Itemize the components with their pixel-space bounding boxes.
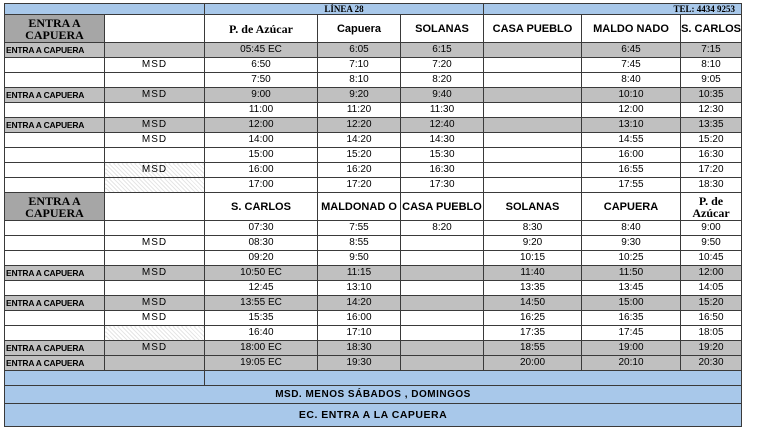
entra-note [5,73,105,88]
table-row [5,58,742,73]
msd-marker: MSD [105,296,205,311]
time-cell: 12:00 [681,266,742,281]
spacer-row [5,371,742,386]
msd-marker: MSD [105,341,205,356]
time-cell: 9:20 [484,236,582,251]
table-row [5,73,742,88]
table-row [5,296,742,311]
time-cell: 9:00 [205,88,318,103]
time-cell: 20:30 [681,356,742,371]
msd-marker [105,281,205,296]
entra-note [5,281,105,296]
time-cell: 07:30 [205,221,318,236]
time-cell: 15:00 [582,296,681,311]
msd-marker [105,73,205,88]
msd-marker [105,148,205,163]
time-cell: 15:20 [681,296,742,311]
time-cell: 18:30 [318,341,401,356]
time-cell: 08:30 [205,236,318,251]
time-cell: 12:00 [205,118,318,133]
column-header: CASA PUEBLO [401,193,484,221]
entra-note [5,251,105,266]
time-cell: 12:30 [681,103,742,118]
time-cell: 8:20 [401,73,484,88]
time-cell [401,341,484,356]
time-cell: 19:30 [318,356,401,371]
entra-note [5,103,105,118]
time-cell: 11:15 [318,266,401,281]
table-row [5,103,742,118]
table-row [5,88,742,103]
time-cell: 7:55 [318,221,401,236]
time-cell: 15:20 [681,133,742,148]
time-cell: 16:25 [484,311,582,326]
column-header: SOLANAS [484,193,582,221]
time-cell: 12:00 [582,103,681,118]
time-cell: 16:00 [205,163,318,178]
entra-note [5,58,105,73]
time-cell: 13:10 [318,281,401,296]
entra-note [5,133,105,148]
time-cell: 7:45 [582,58,681,73]
entra-note [5,163,105,178]
time-cell: 11:50 [582,266,681,281]
time-cell: 16:00 [582,148,681,163]
time-cell: 18:05 [681,326,742,341]
time-cell: 15:20 [318,148,401,163]
time-cell: 9:05 [681,73,742,88]
time-cell: 17:35 [484,326,582,341]
time-cell: 16:30 [401,163,484,178]
time-cell: 8:30 [484,221,582,236]
table-row [5,236,742,251]
column-header: CASA PUEBLO [484,15,582,43]
time-cell: 10:50 EC [205,266,318,281]
table-row [5,133,742,148]
msd-marker [105,178,205,193]
time-cell: 17:20 [318,178,401,193]
blank-header [105,193,205,221]
msd-marker: MSD [105,133,205,148]
time-cell [484,133,582,148]
time-cell: 8:55 [318,236,401,251]
time-cell: 20:10 [582,356,681,371]
time-cell: 8:20 [401,221,484,236]
msd-marker: MSD [105,58,205,73]
entra-note [5,236,105,251]
entra-note: ENTRA A CAPUERA [5,356,105,371]
time-cell: 14:50 [484,296,582,311]
entra-note [5,148,105,163]
time-cell: 9:00 [681,221,742,236]
table-row [5,118,742,133]
time-cell [484,118,582,133]
time-cell: 11:40 [484,266,582,281]
msd-marker: MSD [105,163,205,178]
time-cell: 15:00 [205,148,318,163]
msd-marker [105,326,205,341]
time-cell: 17:20 [681,163,742,178]
time-cell: 15:30 [401,148,484,163]
time-cell: 13:35 [681,118,742,133]
time-cell: 10:15 [484,251,582,266]
time-cell [401,311,484,326]
time-cell: 12:20 [318,118,401,133]
time-cell: 14:20 [318,296,401,311]
time-cell: 7:20 [401,58,484,73]
column-header: SOLANAS [401,15,484,43]
time-cell: 18:55 [484,341,582,356]
time-cell: 11:00 [205,103,318,118]
time-cell: 16:30 [681,148,742,163]
entra-note: ENTRA A CAPUERA [5,341,105,356]
time-cell: 10:35 [681,88,742,103]
time-cell: 16:00 [318,311,401,326]
time-cell: 12:45 [205,281,318,296]
time-cell: 19:00 [582,341,681,356]
column-header: P. de Azúcar [205,15,318,43]
time-cell [401,266,484,281]
time-cell [484,163,582,178]
time-cell: 8:10 [318,73,401,88]
time-cell: 20:00 [484,356,582,371]
entra-note [5,178,105,193]
time-cell: 16:40 [205,326,318,341]
time-cell: 17:10 [318,326,401,341]
column-header: MALDONAD O [318,193,401,221]
time-cell: 7:50 [205,73,318,88]
entra-note [5,221,105,236]
time-cell [484,43,582,58]
table-row [5,356,742,371]
time-cell: 15:35 [205,311,318,326]
time-cell [401,296,484,311]
time-cell: 6:50 [205,58,318,73]
time-cell: 10:45 [681,251,742,266]
msd-marker: MSD [105,118,205,133]
entra-note: ENTRA A CAPUERA [5,266,105,281]
time-cell [401,236,484,251]
entra-header: ENTRA A CAPUERA [5,193,105,221]
msd-marker: MSD [105,236,205,251]
table-row [5,178,742,193]
time-cell: 16:55 [582,163,681,178]
time-cell: 6:05 [318,43,401,58]
entra-header: ENTRA A CAPUERA [5,15,105,43]
column-header: Capuera [318,15,401,43]
table-row [5,311,742,326]
table-row [5,341,742,356]
table-row [5,43,742,58]
time-cell: 13:55 EC [205,296,318,311]
time-cell: 6:15 [401,43,484,58]
time-cell: 14:55 [582,133,681,148]
column-header: P. de Azúcar [681,193,742,221]
time-cell: 6:45 [582,43,681,58]
column-header: CAPUERA [582,193,681,221]
time-cell: 18:00 EC [205,341,318,356]
time-cell: 13:35 [484,281,582,296]
time-cell: 12:40 [401,118,484,133]
time-cell: 17:00 [205,178,318,193]
time-cell: 14:20 [318,133,401,148]
inbound-header-row [5,193,742,221]
time-cell [484,103,582,118]
time-cell: 17:45 [582,326,681,341]
time-cell: 7:10 [318,58,401,73]
time-cell: 17:55 [582,178,681,193]
time-cell: 19:20 [681,341,742,356]
table-row [5,163,742,178]
entra-note: ENTRA A CAPUERA [5,296,105,311]
time-cell [401,251,484,266]
time-cell: 10:10 [582,88,681,103]
msd-marker [105,251,205,266]
title-bar [5,4,742,15]
time-cell: 16:35 [582,311,681,326]
time-cell: 17:30 [401,178,484,193]
time-cell: 8:40 [582,73,681,88]
time-cell: 14:30 [401,133,484,148]
table-row [5,326,742,341]
time-cell [484,88,582,103]
time-cell [484,148,582,163]
time-cell: 05:45 EC [205,43,318,58]
time-cell: 16:50 [681,311,742,326]
timetable-sheet [4,3,764,427]
time-cell: 13:10 [582,118,681,133]
legend-ec: EC. ENTRA A LA CAPUERA [5,404,742,427]
entra-note: ENTRA A CAPUERA [5,88,105,103]
column-header: MALDO NADO [582,15,681,43]
time-cell: 19:05 EC [205,356,318,371]
time-cell: 10:25 [582,251,681,266]
table-row [5,148,742,163]
time-cell: 14:00 [205,133,318,148]
column-header: S. CARLOS [681,15,742,43]
line-title: LÍNEA 28 [205,4,484,15]
msd-marker [105,356,205,371]
msd-marker: MSD [105,266,205,281]
time-cell: 8:40 [582,221,681,236]
time-cell: 9:50 [318,251,401,266]
time-cell [484,58,582,73]
column-header: S. CARLOS [205,193,318,221]
time-cell: 9:40 [401,88,484,103]
time-cell [401,356,484,371]
entra-note [5,326,105,341]
entra-note [5,311,105,326]
time-cell: 9:30 [582,236,681,251]
time-cell: 9:50 [681,236,742,251]
outbound-header-row [5,15,742,43]
time-cell: 09:20 [205,251,318,266]
legend-ec-row [5,404,742,427]
table-row [5,266,742,281]
table-row [5,281,742,296]
time-cell: 11:20 [318,103,401,118]
blank-header [105,15,205,43]
table-row [5,221,742,236]
time-cell: 9:20 [318,88,401,103]
phone-number: TEL: 4434 9253 [484,4,742,15]
entra-note: ENTRA A CAPUERA [5,118,105,133]
time-cell: 13:45 [582,281,681,296]
entra-note: ENTRA A CAPUERA [5,43,105,58]
time-cell [401,281,484,296]
time-cell [401,326,484,341]
msd-marker [105,103,205,118]
time-cell: 16:20 [318,163,401,178]
msd-marker: MSD [105,88,205,103]
msd-marker [105,221,205,236]
table-row [5,251,742,266]
msd-marker: MSD [105,311,205,326]
time-cell: 7:15 [681,43,742,58]
time-cell: 11:30 [401,103,484,118]
time-cell: 14:05 [681,281,742,296]
msd-marker [105,43,205,58]
legend-msd: MSD. MENOS SÁBADOS , DOMINGOS [5,386,742,404]
time-cell: 8:10 [681,58,742,73]
timetable [4,3,742,427]
legend-msd-row [5,386,742,404]
time-cell [484,178,582,193]
time-cell [484,73,582,88]
time-cell: 18:30 [681,178,742,193]
